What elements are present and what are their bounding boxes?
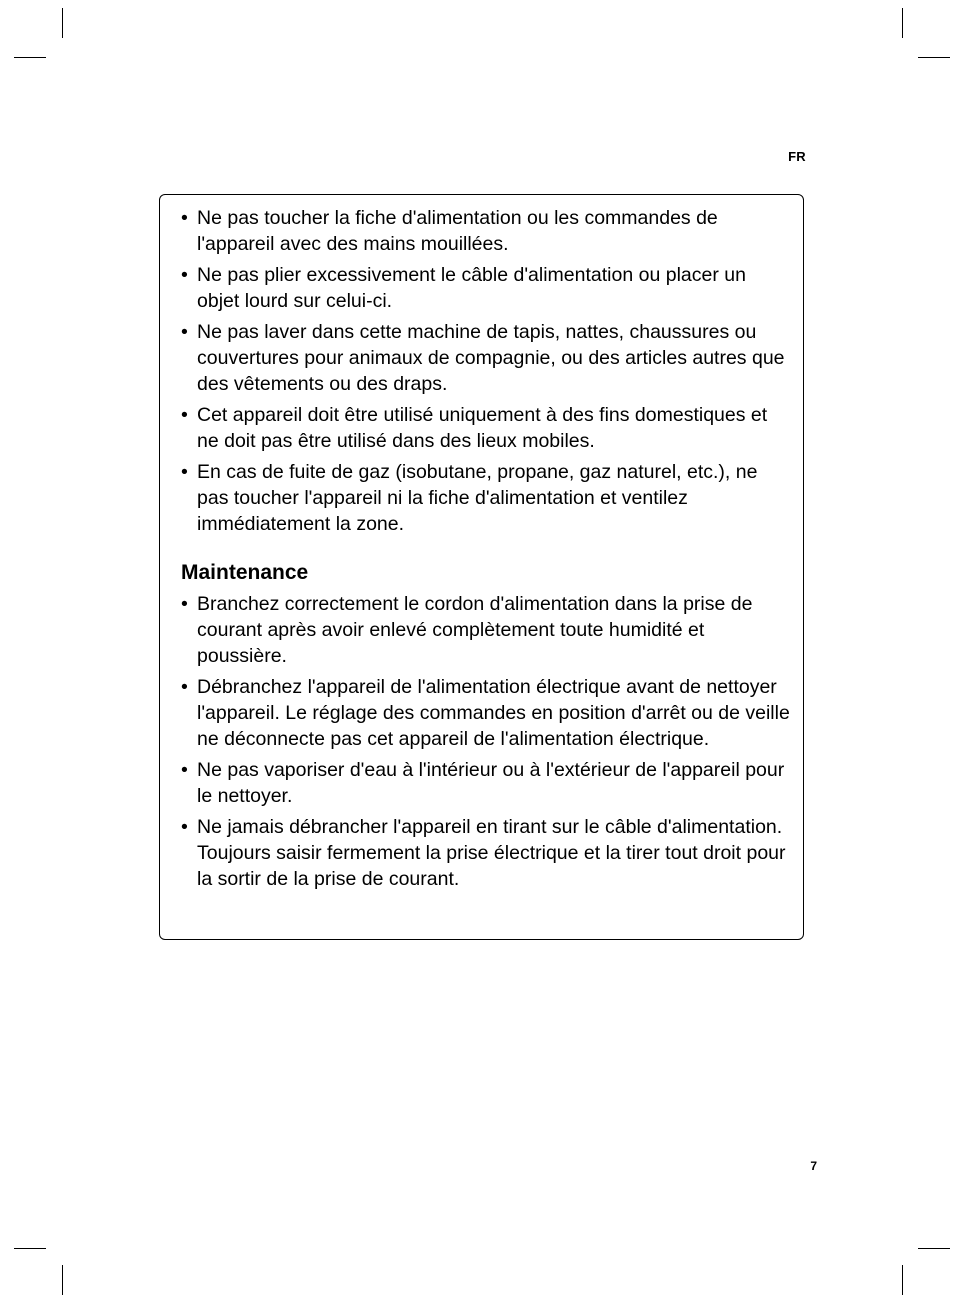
list-item: • Ne jamais débrancher l'appareil en tirant sur le câble d'alimentation. Toujours saisir fermement la prise électrique et la tirer tout droit pour la sortir de la prise de courant.: [181, 816, 786, 890]
crop-mark: [62, 1265, 63, 1295]
crop-mark: [902, 8, 903, 38]
list-item-text: Ne pas vaporiser d'eau à l'intérieur ou à l'extérieur de l'appareil pour le nettoyer.: [197, 759, 785, 807]
crop-mark: [14, 57, 46, 58]
list-item: • Ne pas laver dans cette machine de tapis, nattes, chaussures ou couvertures pour animaux de compagnie, ou des articles autres que des vêtements ou des draps.: [181, 321, 785, 395]
list-item: • Cet appareil doit être utilisé uniquement à des fins domestiques et ne doit pas être utilisé dans des lieux mobiles.: [181, 404, 768, 452]
maintenance-list: [181, 591, 793, 892]
page-number: 7: [810, 1159, 817, 1173]
safety-list: [181, 205, 793, 537]
crop-mark: [918, 57, 950, 58]
list-item: • Ne pas plier excessivement le câble d'alimentation ou placer un objet lourd sur celui-ci.: [181, 264, 746, 312]
list-item-text: En cas de fuite de gaz (isobutane, propane, gaz naturel, etc.), ne pas toucher l'appareil ni la fiche d'alimentation et ventilez immédiatement la zone.: [197, 461, 758, 535]
safety-instructions-box: [159, 194, 804, 940]
maintenance-heading: Maintenance: [181, 561, 309, 584]
list-item: • Ne pas toucher la fiche d'alimentation ou les commandes de l'appareil avec des mains mouillées.: [181, 207, 718, 255]
list-item: • Ne pas vaporiser d'eau à l'intérieur ou à l'extérieur de l'appareil pour le nettoyer.: [181, 759, 785, 807]
list-item-text: Ne pas toucher la fiche d'alimentation ou les commandes de l'appareil avec des mains mouillées.: [197, 207, 718, 255]
list-item-text: Débranchez l'appareil de l'alimentation électrique avant de nettoyer l'appareil. Le réglage des commandes en position d'arrêt ou de veille ne déconnecte pas cet appareil de l'alimentation électrique.: [197, 676, 790, 750]
language-code: FR: [788, 149, 806, 164]
list-item-text: Branchez correctement le cordon d'alimentation dans la prise de courant après avoir enlevé complètement toute humidité et poussière.: [197, 593, 753, 667]
list-item-text: Ne pas plier excessivement le câble d'alimentation ou placer un objet lourd sur celui-ci.: [197, 264, 746, 312]
crop-mark: [918, 1248, 950, 1249]
crop-mark: [62, 8, 63, 38]
list-item: • En cas de fuite de gaz (isobutane, propane, gaz naturel, etc.), ne pas toucher l'appareil ni la fiche d'alimentation et ventilez immédiatement la zone.: [181, 461, 758, 535]
list-item-text: Cet appareil doit être utilisé uniquement à des fins domestiques et ne doit pas être utilisé dans des lieux mobiles.: [197, 404, 768, 452]
list-item-text: Ne pas laver dans cette machine de tapis, nattes, chaussures ou couvertures pour animaux de compagnie, ou des articles autres que des vêtements ou des draps.: [197, 321, 785, 395]
crop-mark: [14, 1248, 46, 1249]
list-item: • Débranchez l'appareil de l'alimentation électrique avant de nettoyer l'appareil. Le réglage des commandes en position d'arrêt ou de veille ne déconnecte pas cet appareil de l'alimentation électrique.: [181, 676, 790, 750]
crop-mark: [902, 1265, 903, 1295]
list-item: • Branchez correctement le cordon d'alimentation dans la prise de courant après avoir enlevé complètement toute humidité et poussière.: [181, 593, 753, 667]
list-item-text: Ne jamais débrancher l'appareil en tirant sur le câble d'alimentation. Toujours saisir fermement la prise électrique et la tirer tout droit pour la sortir de la prise de courant.: [197, 816, 786, 890]
